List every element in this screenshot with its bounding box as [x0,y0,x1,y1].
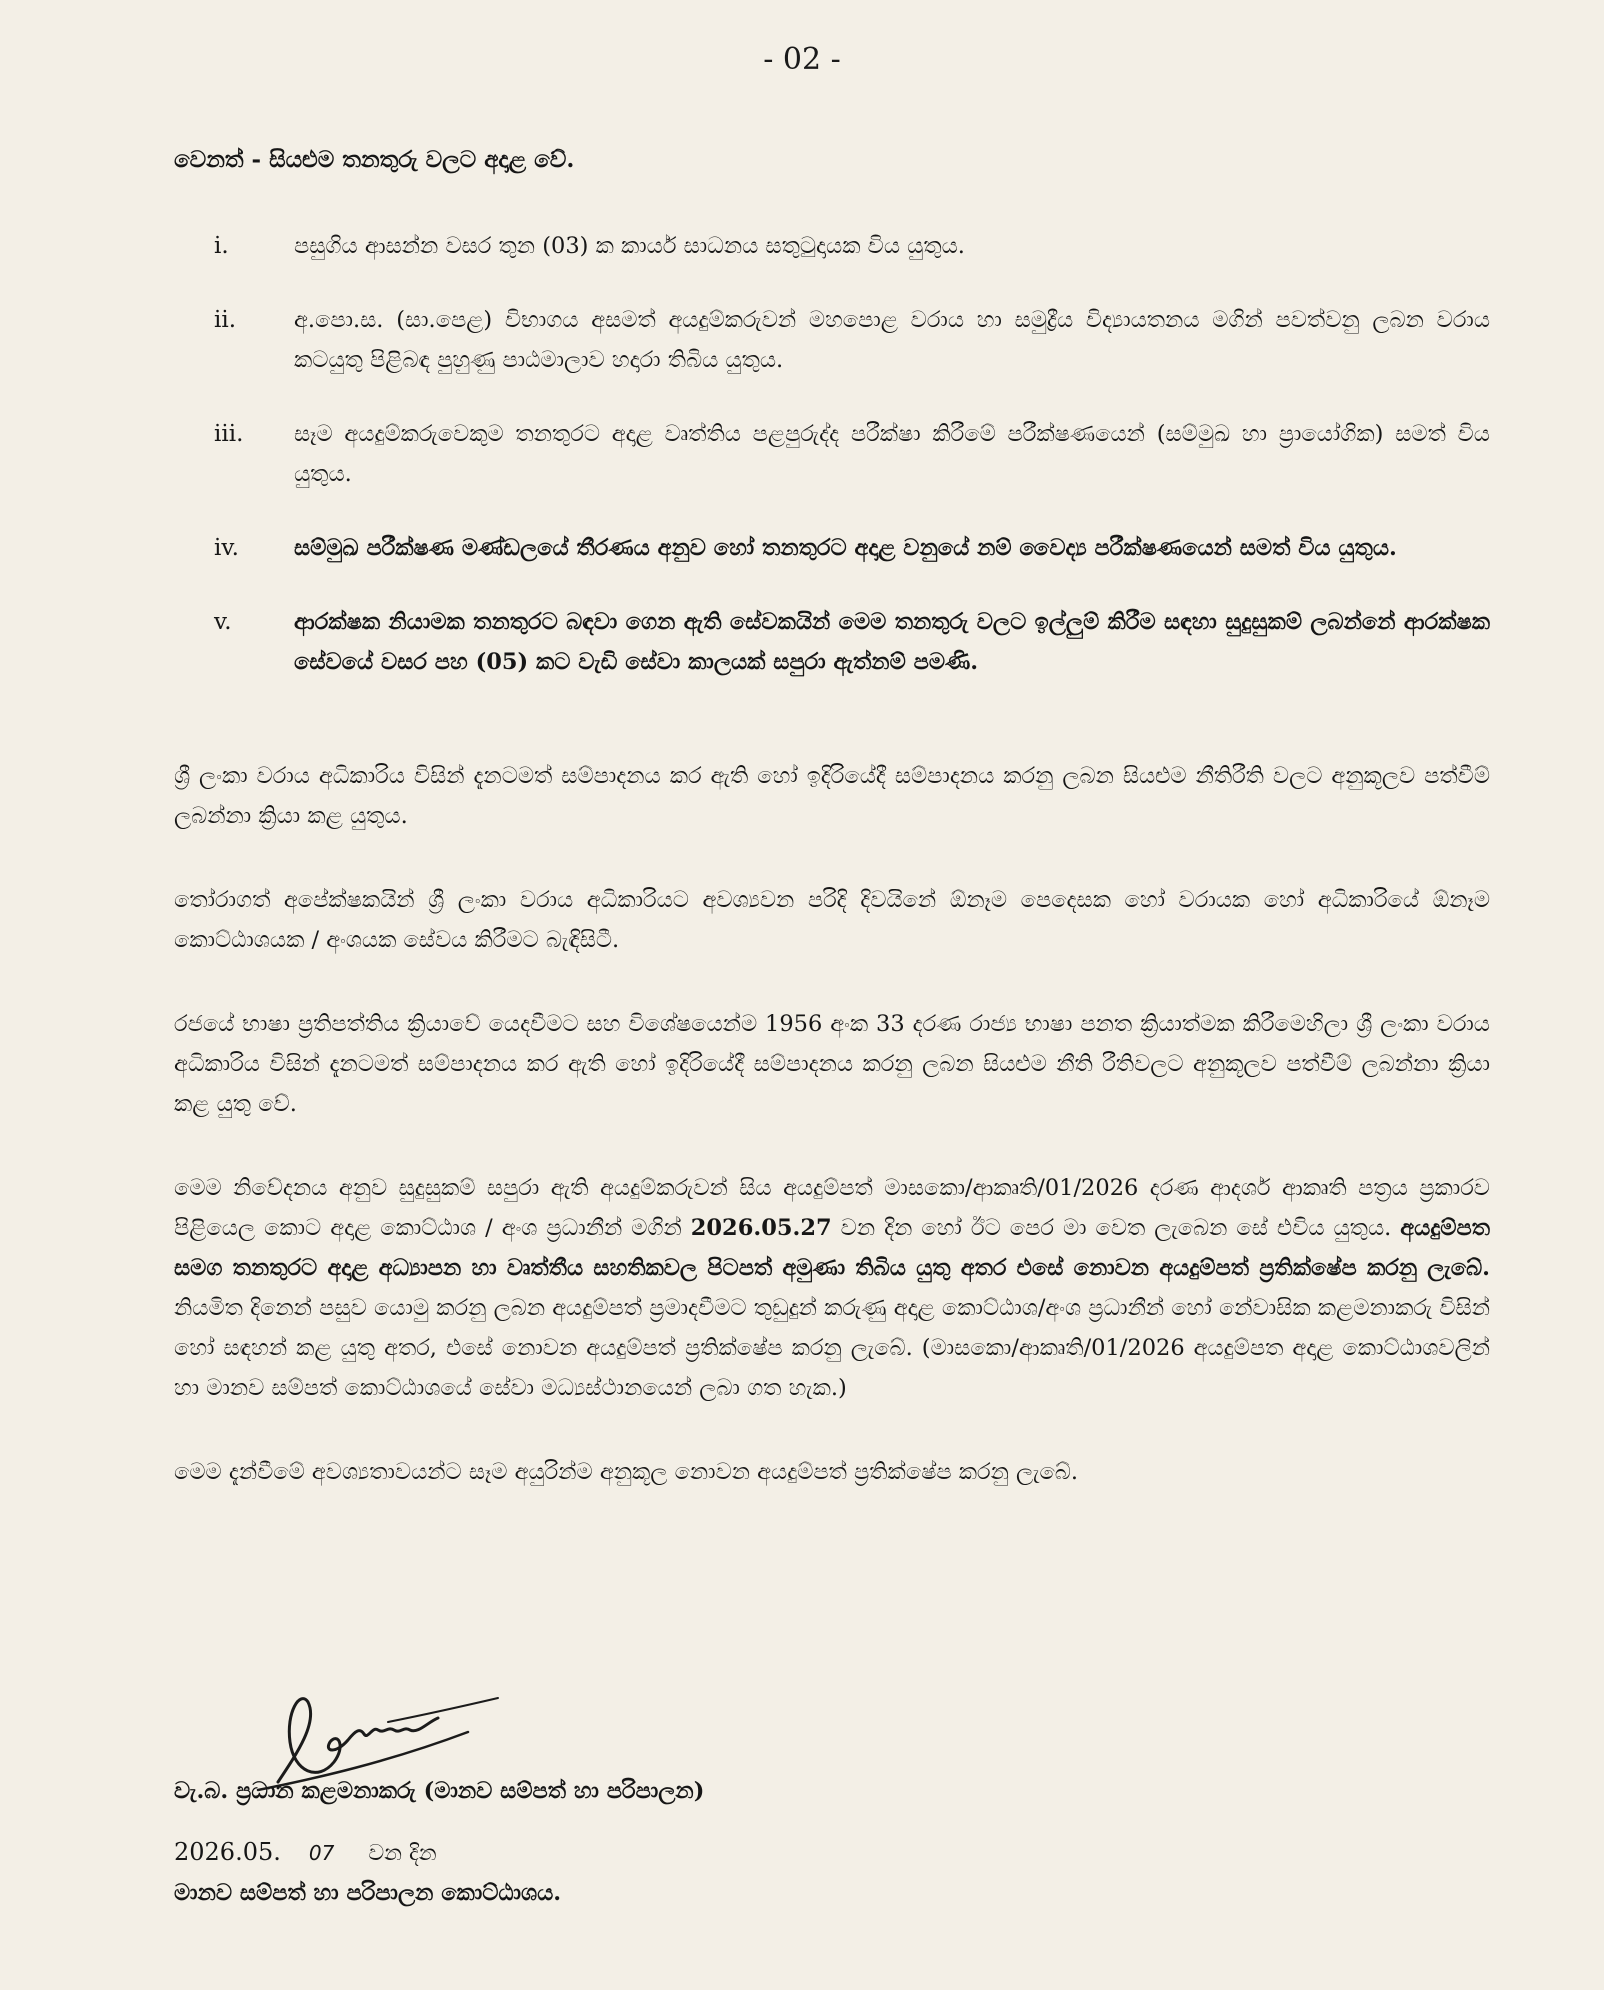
paragraph-service-location: තෝරාගත් අපේක්ෂකයින් ශ්‍රී ලංකා වරාය අධිකාරියට අවශ්‍යවන පරිදි දිවයිනේ ඕනෑම පෙදෙසක හෝ වරායක හෝ අධිකාරියේ ඕනෑම කොට්ඨාශයක / අංශයක සේවය කිරීමට බැඳිසිටී. [174,887,1490,953]
document-body [174,140,1490,1536]
section-heading: වෙනත් - සියළුම තනතුරු වලට අදාළ වේ. [174,146,575,173]
paragraph-application-instructions [174,1168,1490,1408]
requirement-text: අ.පො.ස. (සා.පෙළ) විභාගය අසමත් අයදුම්කරුවන් මහපොළ වරාය හා සමුද්‍රීය විද්‍යායතනය මගින් පවත්වනු ලබන වරාය කටයුතු පිළිබඳ පුහුණු පාඨමාලාව හදාරා තිබිය යුතුය. [294,307,1490,373]
requirement-number: iv. [214,535,239,561]
application-attachments-note: අයදුම්පත සමග තනතුරට අදාළ අධ්‍යාපන හා වෘත්තීය සහතිකවල පිටපත් අමුණා තිබිය යුතු අතර එසේ නොවන අයදුම්පත් ප්‍රතික්ෂේප කරනු ලැබේ. [174,1215,1490,1281]
signature-date [174,1838,437,1866]
paragraph-rejection-notice: මෙම දැන්වීමේ අවශ්‍යතාවයන්ට සෑම අයුරින්ම අනුකූල නොවන අයදුම්පත් ප්‍රතික්ෂේප කරනු ලැබේ. [174,1459,1079,1485]
requirement-item [174,528,1490,568]
requirement-item [174,414,1490,494]
application-text-b: වන දින හෝ ඊට පෙර මා වෙත ලැබෙන සේ එවිය යුතුය. [840,1215,1392,1241]
application-text-a: මෙම නිවේදනය අනුව සුදුසුකම් සපුරා ඇති අයදුම්කරුවන් සිය අයදුම්පත් මාසකො/ආකෘති/01/2026 දරණ ආදර්ශ ආකෘති පත්‍රය ප්‍රකාරව පිළියෙල කොට අදාළ කොට්ඨාශ / අංශ ප්‍රධානීන් මගින් [174,1175,1490,1241]
requirement-item [174,602,1490,682]
signer-title: වැ.බ. ප්‍රධාන කළමනාකරු (මානව සම්පත් හා පරිපාලන) [174,1778,705,1804]
requirement-number: v. [214,609,232,635]
requirement-number: iii. [214,421,244,447]
requirement-item [174,300,1490,380]
date-handwritten-day: 07 [308,1841,335,1865]
requirement-text: ආරක්ෂක නියාමක තනතුරට බඳවා ගෙන ඇති සේවකයින් මෙම තනතුරු වලට ඉල්ලුම් කිරීම සඳහා සුදුසුකම් ලබන්නේ ආරක්ෂක සේවයේ වසර පහ (05) කට වැඩි සේවා කාලයක් සපුරා ඇත්නම් පමණි. [294,609,1490,675]
application-text-c: නියමිත දිනෙන් පසුව යොමු කරනු ලබන අයදුම්පත් ප්‍රමාදවීමට තුඩුදුන් කරුණු අදාළ කොට්ඨාශ/අංශ ප්‍රධානීන් හෝ නේවාසික කළමනාකරු විසින් හෝ සඳහන් කළ යුතු අතර, එසේ නොවන අයදුම්පත් ප්‍රතික්ෂේප කරනු ලැබේ. (මාසකො/ආකෘති/01/2026 අයදුම්පත අදාළ කොට්ඨාශවලින් හා මානව සම්පත් කොට්ඨාශයේ සේවා මධ්‍යස්ථානයෙන් ලබා ගත හැක.) [174,1295,1490,1401]
requirement-item [174,226,1490,266]
requirements-list [174,226,1490,682]
closing-date: 2026.05.27 [690,1215,832,1241]
requirement-text: සම්මුඛ පරීක්ෂණ මණ්ඩලයේ තීරණය අනුව හෝ තනතුරට අදාළ වනුයේ නම් වෛද්‍ය පරීක්ෂණයෙන් සමත් විය යුතුය. [294,535,1397,561]
requirement-number: ii. [214,307,237,333]
requirement-text: සෑම අයදුම්කරුවෙකුම තනතුරට අදාළ වෘත්තිය පළපුරුද්ද පරීක්ෂා කිරීමේ පරීක්ෂණයෙන් (සම්මුඛ හා ප්‍රායෝගික) සමත් විය යුතුය. [294,421,1490,487]
paragraph-rules-compliance: ශ්‍රී ලංකා වරාය අධිකාරිය විසින් දැනටමත් සම්පාදනය කර ඇති හෝ ඉදිරියේදී සම්පාදනය කරනු ලබන සියළුම නීතිරීති වලට අනුකූලව පත්වීම් ලබන්නා ක්‍රියා කළ යුතුය. [174,763,1490,829]
requirement-number: i. [214,233,229,259]
paragraph-language-policy: රජයේ භාෂා ප්‍රතිපත්තිය ක්‍රියාවේ යෙදවීමට සහ විශේෂයෙන්ම 1956 අංක 33 දරණ රාජ්‍ය භාෂා පනත ක්‍රියාත්මක කිරීමෙහිලා ශ්‍රී ලංකා වරාය අධිකාරිය විසින් දැනටමත් සම්පාදනය කර ඇති හෝ ඉදිරියේදී සම්පාදනය කරනු ලබන සියළුම නීති රීතිවලට අනුකූලව පත්වීම් ලබන්නා ක්‍රියා කළ යුතු වේ. [174,1011,1490,1117]
date-printed: 2026.05. [174,1838,281,1866]
department-name: මානව සම්පත් හා පරිපාලන කොට්ඨාශය. [174,1880,562,1906]
requirement-text: පසුගිය ආසන්න වසර තුන (03) ක කාර්ය සාධනය සතුටුදායක විය යුතුය. [294,233,965,259]
date-suffix: වන දින [368,1841,437,1866]
page-number: - 02 - [763,42,841,77]
